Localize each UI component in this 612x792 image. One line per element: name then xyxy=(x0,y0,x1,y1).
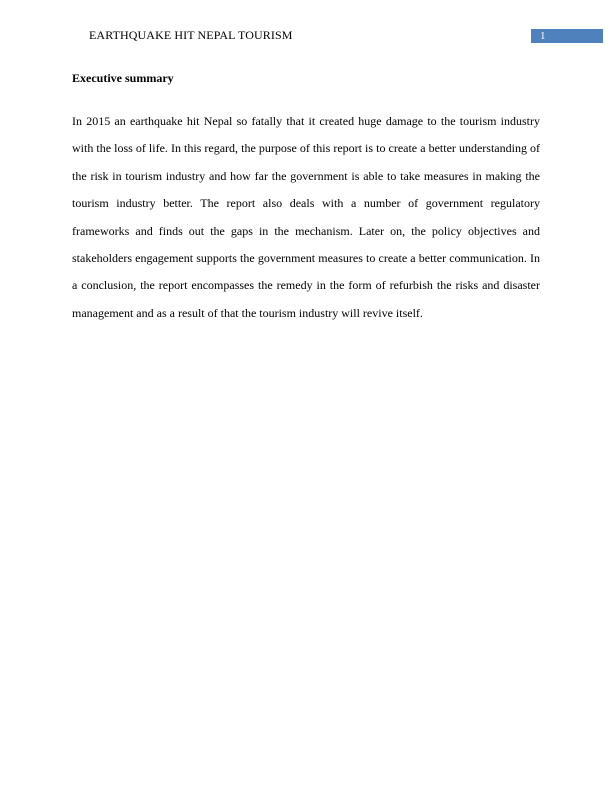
running-header-title: EARTHQUAKE HIT NEPAL TOURISM xyxy=(89,28,293,42)
section-heading: Executive summary xyxy=(72,71,174,85)
page-number-badge xyxy=(531,29,603,43)
page-number: 1 xyxy=(540,30,546,42)
executive-summary-paragraph: In 2015 an earthquake hit Nepal so fatally that it created huge damage to the tourism industry with the loss of life. In this regard, the purpose of this report is to create a better understanding of the risk in tourism industry and how far the government is able to take measures in making the tourism industry better. The report also deals with a number of government regulatory frameworks and finds out the gaps in the mechanism. Later on, the policy objectives and stakeholders engagement supports the government measures to create a better communication. In a conclusion, the report encompasses the remedy in the form of refurbish the risks and disaster management and as a result of that the tourism industry will revive itself. xyxy=(72,114,540,320)
